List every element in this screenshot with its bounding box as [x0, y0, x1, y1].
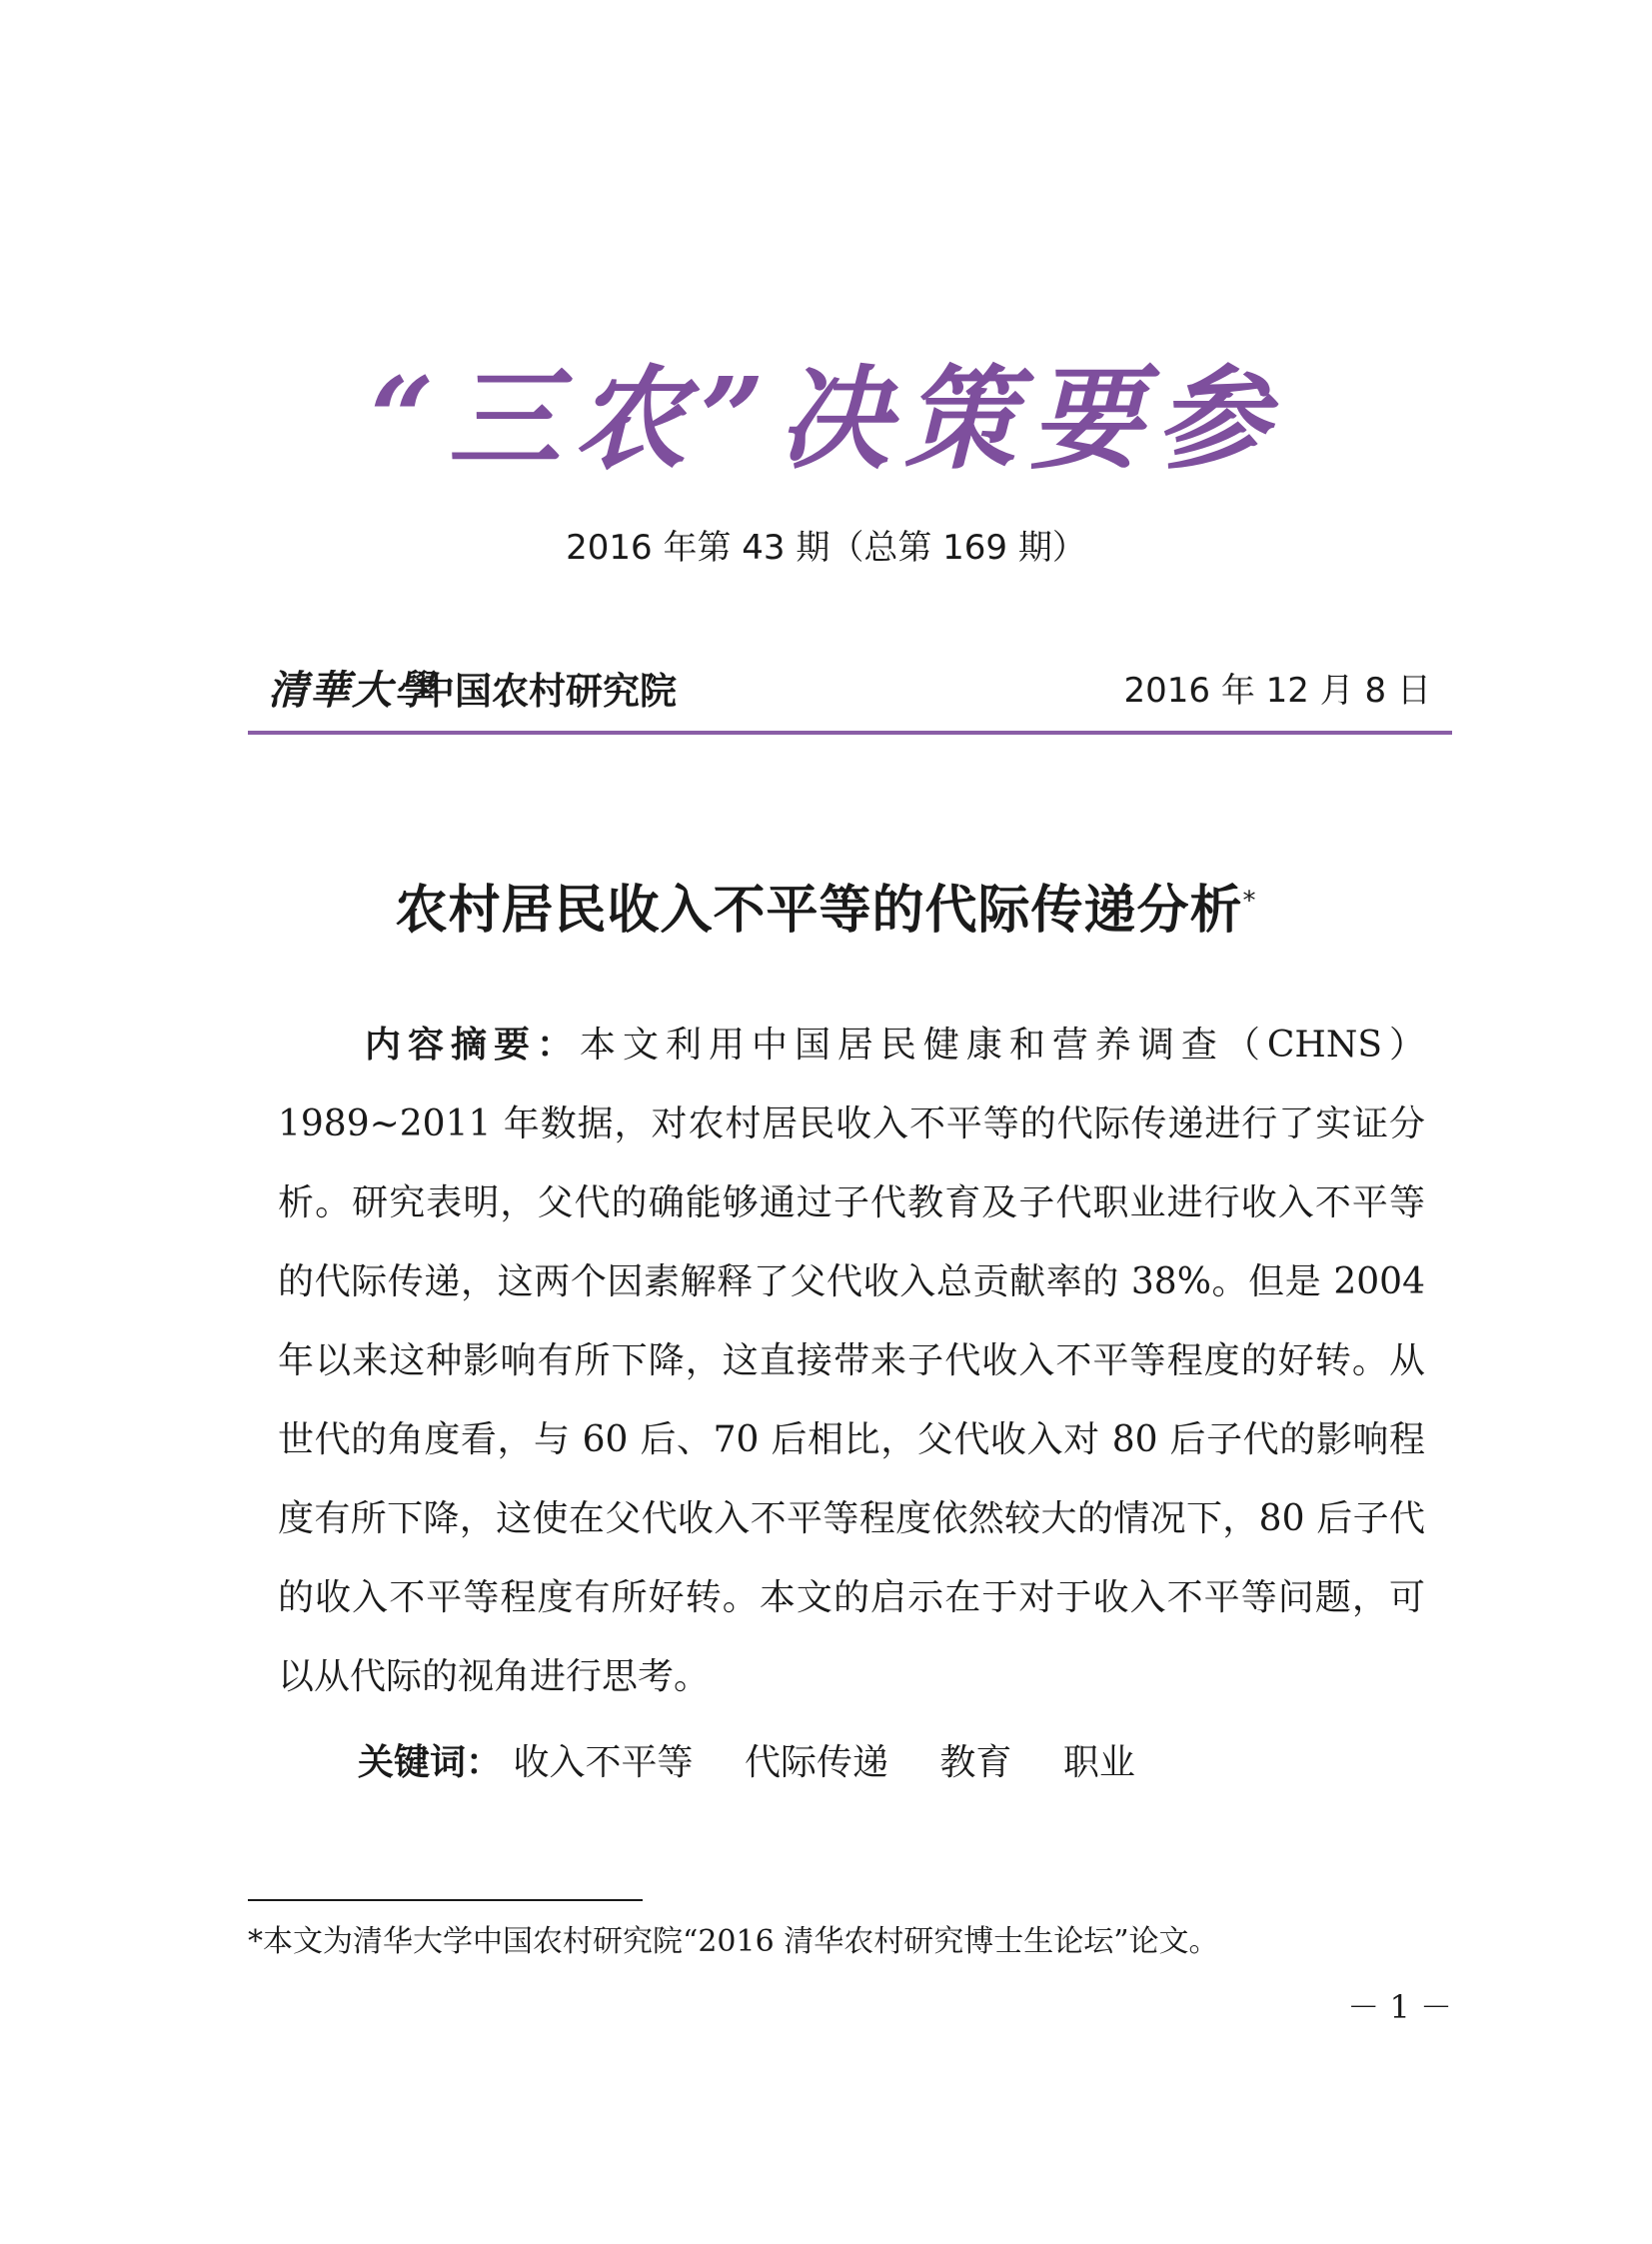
title-footnote-marker: * [1242, 886, 1257, 917]
keyword-item: 收入不平等 [513, 1742, 694, 1783]
keyword-item: 职业 [1062, 1742, 1135, 1783]
article-title-text: 农村居民收入不平等的代际传递分析 [395, 881, 1243, 941]
keywords-label: 关键词： [358, 1742, 503, 1783]
masthead-title: “三农”决策要参 [370, 354, 1282, 485]
abstract-label: 内容摘要： [358, 1025, 580, 1066]
footnote-divider [248, 1899, 643, 1901]
keyword-item: 教育 [939, 1742, 1012, 1783]
header-divider [248, 731, 1452, 735]
publication-date: 2016 年 12 月 8 日 [1123, 671, 1431, 711]
institute-name: 中国农村研究院 [418, 670, 677, 713]
keyword-item: 代际传递 [744, 1742, 888, 1783]
article-title [0, 868, 1652, 943]
abstract [278, 1006, 1425, 1716]
abstract-text: 本文利用中国居民健康和营养调查（CHNS）1989~2011 年数据，对农村居民收入不平等的代际传递进行了实证分析。研究表明，父代的确能够通过子代教育及子代职业进行收入不平等的代际传递，这两个因素解释了父代收入总贡献率的 38%。但是 2004 年以来这种影响有所下降，这直接带来子代收入不平等程度的好转。从世代的角度看，与 60 后、70 后相比，父代收入对 80 后子代的影响程度有所下降，这使在父代收入不平等程度依然较大的情况下，80 后子代的收入不平等程度有所好转。本文的启示在于对于收入不平等问题，可以从代际的视角进行思考。 [278, 1025, 1425, 1697]
page-number: － 1 － [1347, 1988, 1452, 2026]
footnote: *本文为清华大学中国农村研究院“2016 清华农村研究博士生论坛”论文。 [248, 1924, 1219, 1959]
university-logo: 清華大學 [268, 667, 436, 714]
keywords [358, 1734, 1175, 1785]
issue-number: 2016 年第 43 期（总第 169 期） [566, 528, 1086, 568]
publisher-header [250, 655, 1451, 715]
